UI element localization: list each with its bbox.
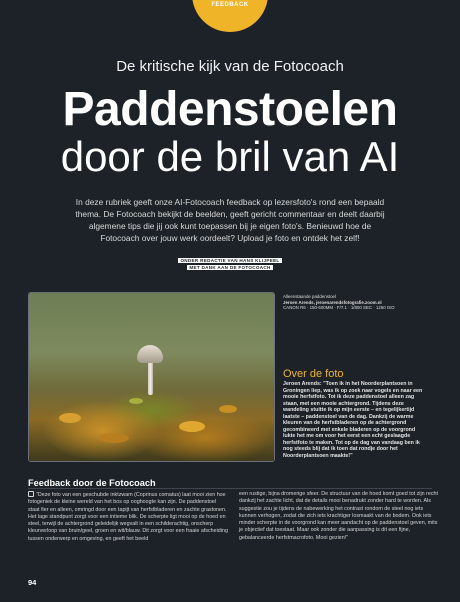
leaf-shape [219, 405, 237, 413]
mushroom-cap [137, 345, 163, 363]
feedback-heading: Feedback door de Fotocoach [28, 478, 156, 488]
over-de-foto-heading: Over de foto [283, 368, 344, 380]
feedback-divider [28, 488, 432, 489]
feedback-column-1 [28, 491, 228, 543]
article-title-line1: Paddenstoelen [62, 83, 398, 136]
over-de-foto-text: Jeroen Arends: "Toen ik in het Noorderplantsoen in Groningen liep, was ik op zoek naar vogels en naar een mooie herfstfoto. Tot ik deze paddenstoel alleen zag staan, met een mooie achtergrond. Tijdens deze wandeling stuitte ik op mijn eerste – en tegelijkertijd laatste – paddenstoel van de dag. Dankzij de warme kleuren van de herfstbladeren op de achtergrond gecombineerd met enkele bladeren op de voorgrond lukte het me om voor het eerst een echt geslaagde herfstfoto te maken. Tot op de dag van vandaag ben ik nog steeds blij dat ik toen dat rondje door het Noorderplantsoen maakte!" [283, 381, 423, 459]
leaf-shape [129, 398, 143, 404]
credit-thanks-text: MET DANK AAN DE FOTOCOACH [189, 265, 271, 270]
mushroom-photo [29, 293, 274, 461]
article-kicker: De kritische kijk van de Fotocoach [116, 58, 344, 75]
credit-editor-text: ONDER REDACTIE VAN HANS KLIJPEEL [180, 258, 280, 263]
photo-caption-title: Alleenstaande paddenstoel [283, 294, 336, 299]
photo-caption-exif: CANON R6 · 150-600MM · F/7.1 · 1/800 SEC · 1250 ISO [283, 305, 395, 311]
section-badge-label: FEEDBACK [211, 2, 249, 8]
page-number: 94 [28, 578, 37, 587]
quote-icon [28, 491, 34, 497]
feedback-column-1-text: "Deze foto van een geschubde inktzwam (Coprinus comatus) laat mooi zien hoe fotogeniek de kleine wereld van het bos op ooghoogte kan zijn. De paddenstoel staat fier en alleen, omringd door een tapijt van herfstbladeren en zachte grastonen. Het lage standpunt zorgt voor een intieme blik. De scherpte ligt mooi op de hoed en steel, terwijl de achtergrond geleidelijk wegvalt in een schilderachtig, onscherp kleurverloop van bruin/geel, groen en wit/blauw. Dit zorgt voor een fraaie afscheiding tussen onderwerp en omgeving, en geeft het beeld [28, 492, 228, 542]
credit-editor [0, 258, 460, 263]
photo-caption-author: Jeroen Arends, jeroenarendsfotografie.zoom.nl [283, 299, 382, 305]
article-intro: In deze rubriek geeft onze AI-Fotocoach feedback op lezersfoto's rond een bepaald thema. De Fotocoach bekijkt de beelden, geeft gericht commentaar en deelt daarbij algemene tips die jij ook kunt toepassen bij je eigen foto's. Benieuwd hoe de Fotocoach over jouw werk oordeelt? Upload je foto en ontdek het zelf! [75, 197, 385, 243]
section-badge [192, 0, 268, 32]
leaf-shape [179, 421, 205, 432]
leaf-shape [99, 433, 129, 443]
featured-photo [28, 292, 275, 462]
article-title-line2: door de bril van AI [60, 133, 400, 180]
credit-thanks [0, 265, 460, 270]
leaf-shape [59, 413, 81, 423]
feedback-column-2: een rustige, bijna dromerige sfeer. De structuur van de hoed komt goed tot zijn recht dankzij het zachte licht, dat de details mooi benadrukt zonder hard te worden. Als suggestie zou je tijdens de nabewerking het contrast rondom de steel nog iets kunnen verhogen, zodat die zich iets krachtiger losmaakt van de bodem. Ook iets minder scherpte in de voorgrond kan meer aandacht op de paddenstoel geven, mits je objectief dat toestaat. Maar ook zonder die aanpassing is dit een fijne, gebalanceerde herfstmacrofoto. Mooi gezien!" [239, 491, 439, 541]
photo-caption [283, 294, 423, 311]
